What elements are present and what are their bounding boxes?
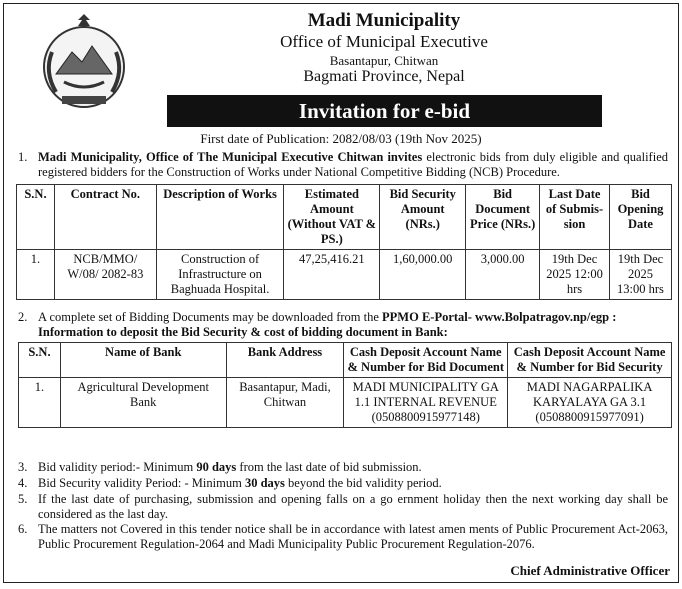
header-cell: Description of Works [156,185,284,250]
header-cell: Bank Address [226,343,344,378]
table-header-row [17,185,672,250]
note-6 [18,522,668,552]
notice-title: Invitation for e-bid [167,95,602,127]
paragraph-number: 1. [18,150,28,164]
table-row [19,378,672,428]
publication-date: First date of Publication: 2082/08/03 (19th Nov 2025) [200,131,482,146]
table-cell: 19th Dec 2025 13:00 hrs [609,250,671,300]
table-cell: 1. [19,378,61,428]
header-cell: Cash Deposit Account Name & Number for Bid Document [344,343,508,378]
office-location: Basantapur, Chitwan [329,53,439,68]
paragraph-lead: Madi Municipality, Office of The Municipal Executive Chitwan invites [38,150,423,164]
table-cell: MADI MUNICIPALITY GA 1.1 INTERNAL REVENUE (0508800915977148) [344,378,508,428]
bank-table [18,342,672,428]
note-3 [18,460,668,475]
note-text: beyond the bid validity period. [284,476,442,490]
note-emphasis: 90 days [196,460,237,474]
note-number: 6. [18,522,28,536]
org-name: Madi Municipality [307,10,461,31]
header-cell: Bid Document Price (NRs.) [466,185,540,250]
bank-info-heading: Information to deposit the Bid Security & cost of bidding document in Bank: [38,325,448,339]
table-cell: 1. [17,250,55,300]
note-text: The matters not Covered in this tender notice shall be in accordance with latest amen ments of Public Procurement Act-2063, Public Procurement Regulation-2064 and Madi Municipality Public Procurement Regulation-2076. [38,522,668,551]
notice-page [3,3,679,583]
bid-table [16,184,672,300]
table-cell: NCB/MMO/ W/08/ 2082-83 [54,250,156,300]
header-cell: Contract No. [54,185,156,250]
header-cell: Cash Deposit Account Name & Number for Bid Security [508,343,672,378]
note-number: 4. [18,476,28,490]
note-text: If the last date of purchasing, submission and opening falls on a go ernment holiday then the next working day shall be considered as the last day. [38,492,668,521]
table-cell: 19th Dec 2025 12:00 hrs [540,250,610,300]
note-text: Bid validity period:- Minimum [38,460,197,474]
table-cell: Construction of Infrastructure on Baghuada Hospital. [156,250,284,300]
note-emphasis: 30 days [244,476,285,490]
header-cell: S.N. [19,343,61,378]
note-text: Bid Security validity Period: - Minimum [38,476,245,490]
paragraph-text: : [609,310,617,324]
paragraph-text: A complete set of Bidding Documents may be downloaded from the [38,310,383,324]
table-header-row [19,343,672,378]
signature-title: Chief Administrative Officer [510,563,670,578]
paragraph-number: 2. [18,310,28,324]
header-cell: Bid Opening Date [609,185,671,250]
note-number: 3. [18,460,28,474]
header-cell: Bid Security Amount (NRs.) [380,185,466,250]
table-cell: 47,25,416.21 [284,250,380,300]
note-5 [18,492,668,522]
header-cell: Estimated Amount (Without VAT & PS.) [284,185,380,250]
paragraph-2 [18,310,668,340]
table-cell: 3,000.00 [466,250,540,300]
header-cell: Name of Bank [60,343,226,378]
note-number: 5. [18,492,28,506]
paragraph-text: electronic bids from duly eligible and qualified registered bidders for the Construction of Works under National Competitive Bidding (NCB) Procedure. [38,150,668,179]
office-name: Office of Municipal Executive [280,32,488,51]
table-cell: Basantapur, Madi, Chitwan [226,378,344,428]
portal-link[interactable]: PPMO E-Portal- www.Bolpatragov.np/egp [382,310,610,324]
table-cell: MADI NAGARPALIKA KARYALAYA GA 3.1 (0508800915977091) [508,378,672,428]
nepal-emblem-icon [34,12,134,112]
province-name: Bagmati Province, Nepal [303,68,465,85]
header-cell: S.N. [17,185,55,250]
table-cell: 1,60,000.00 [380,250,466,300]
table-cell: Agricultural Development Bank [60,378,226,428]
note-text: from the last date of bid submission. [236,460,422,474]
table-row [17,250,672,300]
header-cell: Last Date of Submis-sion [540,185,610,250]
paragraph-1 [18,150,668,180]
note-4 [18,476,668,491]
